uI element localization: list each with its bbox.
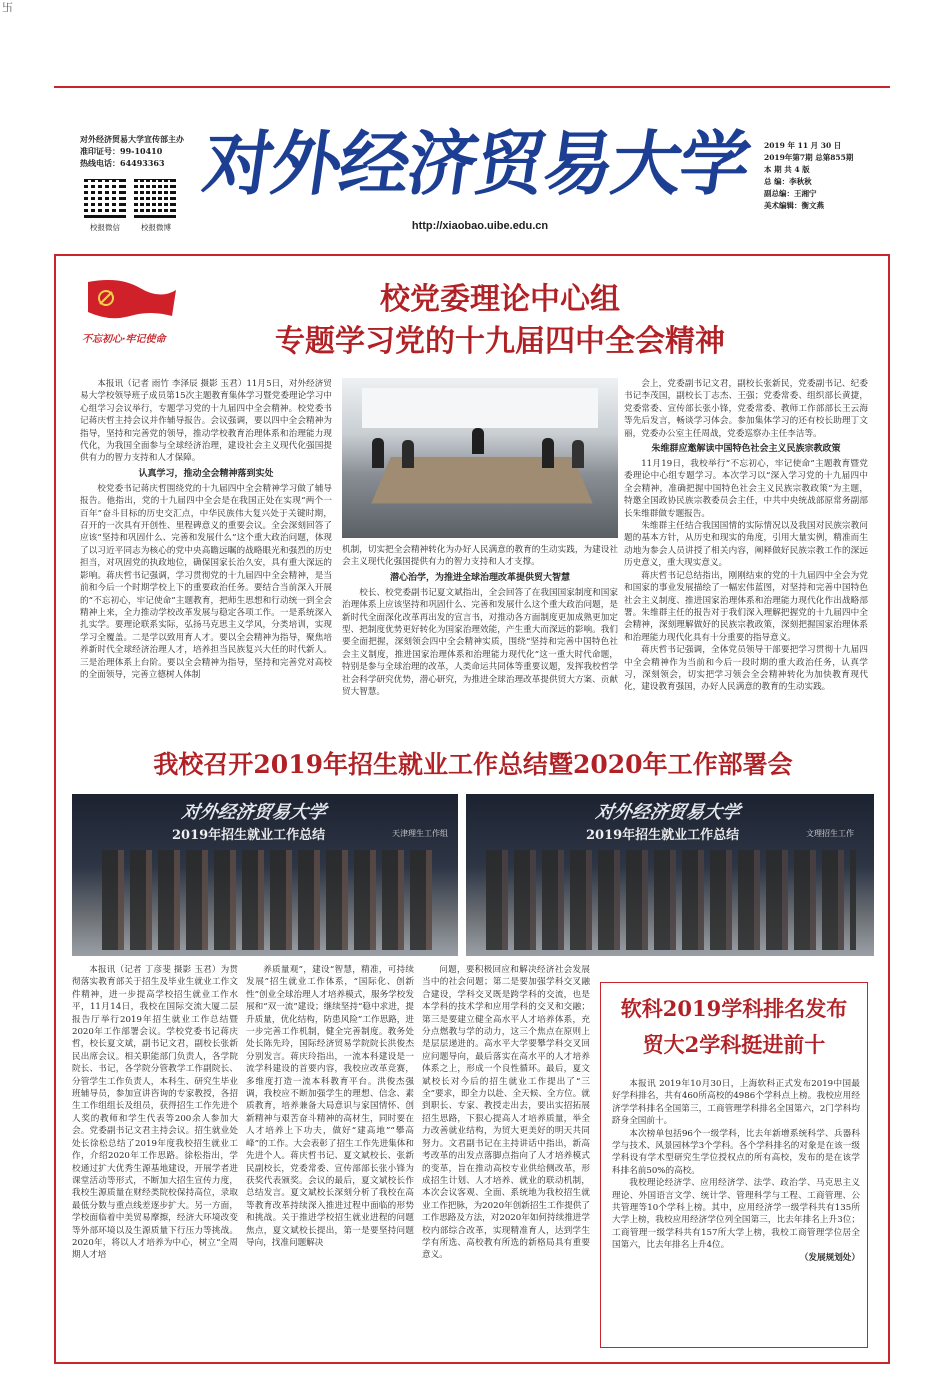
article1-subheading-1: 认真学习，推动全会精神落到实处 <box>138 468 274 479</box>
article2-award-photo-1 <box>72 794 458 956</box>
article1-col3-paragraph-4: 蒋庆哲书记总结指出，刚刚结束的党的十九届四中全会为党和国家的事业发展描绘了一幅宏伟蓝图，对坚持和完善中国特色社会主义制度、推进国家治理体系和治理能力现代化作出战略部署。朱维群主任的报告对于我们深入理解把握党的十九届四中全会精神，深刻理解做好的民族宗教政策，深刻把握国家治理体系和治理能力现代化具有十分重要的指导意义。 <box>624 570 868 643</box>
article1-subheading-2: 潜心治学，为推进全球治理改革提供贸大智慧 <box>389 572 570 583</box>
page-count: 本 期 共 4 版 <box>764 165 810 174</box>
article1-col3-paragraph-1: 会上，党委副书记文君，副校长张新民，党委副书记、纪委书记李茂国，副校长丁志杰、王强；党委常委、组织部长黄捷，党委常委、宣传部长张小锋，党委常委、教师工作部部长王云海等先后发言，畅谈学习体会。参加集体学习的还有校长助理丁文丽，党委办公室主任周战，党委巡察办主任李洁等。 <box>624 379 868 439</box>
article2-column-3: 问题，要积极回应和解决经济社会发展当中的社会问题；第二是要加强学科交叉融合建设，学科交叉既是跨学科的交流，也是本学科的技术学和应用学科的交叉和交融；第三是要建立健全高水平人才培养体系，充分点燃教与学的动力，这三个焦点在原则上是层层递进的。高水平大学要攀学科交叉回应问题导向，最后落实在高水平的人才培养体系之上，形成一个良性循环。最后，夏文斌校长对今后的招生就业工作提出了“三全”要求，即全力以赴、全天候、全方位。就到职长、专家、教授走出去，要出实招拓展招生思路，下狠心提高人才培养质量，举全力改善就业结构，为贸大更美好的明天共同努力。文君副书记在主持讲话中指出，新高考改革的出发点落脚点指向了人才培养模式的变革，旨在推动高校专业供给侧改革，形成招生计划、人才培养、就业的联动机制，本次会议客观、全面、系统地为我校招生就业工作把脉，为2020年创新招生工作提供了工作思路及方法，对2020年如何持续推进学校内部综合改革，实现精准育人，达到学生学有所选、高校教有所选的新格局具有重要意义。 <box>422 965 590 1261</box>
article1-col3-paragraph-2: 11月19日，我校举行“不忘初心，牢记使命”主题教育暨党委理论中心组专题学习。本次学习以“深入学习党的十九届四中全会精神，准确把握中国特色社会主义民族宗教政策”为主题，特邀全国政协民族宗教委员会主任，中共中央统战部原常务副部长朱维群做专题报告。 <box>624 459 868 519</box>
weibo-qr-label: 校报微博 <box>141 223 171 232</box>
photo2-banner-text: 对外经济贸易大学 <box>594 802 742 823</box>
article3-paragraph-2: 本次榜单包括96个一级学科，比去年新增系统科学、兵器科学与技术、风景园林学3个学科。各个学科排名的对象是在该一级学科设有学术型研究生学位授权点的所有高校，发布的是在该学科排名前50%的高校。 <box>612 1128 860 1176</box>
photo1-banner-subtext: 2019年招生就业工作总结 <box>172 828 326 843</box>
photo2-side-text: 文理招生工作 <box>806 829 854 838</box>
article1-title-line1: 校党委理论中心组 <box>380 282 620 317</box>
photo1-side-text: 天津理生工作组 <box>392 829 448 838</box>
wechat-qr-code <box>84 176 126 218</box>
article1-col3-paragraph-3: 朱维群主任结合我国国情的实际情况以及我国对民族宗教问题的基本方针，从历史和现实的角度，引用大量实例，精准而生动地为参会人员讲授了相关内容，阐释做好民族宗教工作的深远历史意义，重大现实意义。 <box>624 521 868 569</box>
photo2-banner-subtext: 2019年招生就业工作总结 <box>586 828 740 843</box>
masthead-title: 对外经济贸易大学 <box>198 122 754 205</box>
article2-column-2: 养质量观”，建设“智慧，精准，可持续发展”招生就业工作体系，“国际化、创新性”创业全球治理人才培养模式，服务学校发展和“双一流”建设；继续坚持“稳中求进，提升质量，优化结构，防患风险”工作思路，进一步完善工作机制，健全完善制度。教务处处长陈先玲，国际经济贸易学院院长洪俊杰分别发言。蒋庆玲指出，一流本科建设是一流学科建设的首要内容，我校应改革竞赛，多维度打造一流本科教育平台。洪俊杰强调，我校应不断加强学生的理想、信念、素质教育，培养兼备大局意识与家国情怀、创新精神与艰苦奋斗精神的高材生，同时要在人才培养上下功夫，做好“建高地”“攀高峰”的工作。大会表彰了招生工作先进集体和先进个人。蒋庆哲书记、夏文斌校长、张新民副校长，党委常委、宣传部部长张小锋为获奖代表颁奖。会议的最后，夏文斌校长作总结发言。夏文斌校长深刻分析了我校在高等教育改革持续深入推进过程中面临的形势和挑战。关于推进学校招生就业进程的问题焦点，夏文斌校长提出，第一是要坚持问题导向，找准问题解决 <box>246 965 414 1248</box>
license-line: 准印证号：99-10410 <box>80 146 163 156</box>
article1-title-line2: 专题学习党的十九届四中全会精神 <box>275 324 725 359</box>
article1-col3-paragraph-5: 蒋庆哲书记强调，全体党员领导干部要把学习贯彻十九届四中全会精神作为当前和今后一段时期的重大政治任务，认真学习，深刻领会，切实把学习领会全会精神转化为加快教育现代化，建设教育强国，办好人民满意的教育的生动实践。 <box>624 645 868 693</box>
deputy-editor: 副总编：王湘宁 <box>764 189 817 198</box>
article1-col2-paragraph-1: 机制，切实把全会精神转化为办好人民满意的教育的生动实践，为建设社会主义现代化强国提供有力的智力支持和人才支撑。 <box>342 545 618 568</box>
article1-col2-paragraph-2: 校长、校党委副书记夏文斌指出，全会回答了在我国国家制度和国家治理体系上应该坚持和巩固什么、完善和发展什么这个重大政治问题，是新时代全面深化改革再出发的宣言书，对推动各方面制度更加成熟更加定型、把制度优势更好转化为国家治理效能，产生重大而深远的影响。我们要全面把握，深刻领会四中全会精神实质，围绕“坚持和完善中国特色社会主义制度，推进国家治理体系和治理能力现代化”这一重大时代命题，特别是参与全球治理的改革，人类命运共同体等重要议题，发挥我校哲学社会科学研究优势，潜心研究，为推进全球治理改革提供贸大方案、贡献贸大智慧。 <box>342 587 618 698</box>
article1-subheading-3: 朱维群应邀解读中国特色社会主义民族宗教政策 <box>651 444 841 455</box>
article2-title: 我校召开2019年招生就业工作总结暨2020年工作部署会 <box>153 750 793 779</box>
top-rule <box>54 86 890 88</box>
article1-paragraph-2: 校党委书记蒋庆哲围绕党的十九届四中全会精神学习做了辅导报告。他指出，党的十九届四中全会是在我国正处在实现“两个一百年”奋斗目标的历史交汇点，中华民族伟大复兴处于关键时期，召开的一次具有开创性、里程碑意义的重要会议。全会深刻回答了应该“坚持和巩固什么、完善和发展什么”这个重大政治问题，体现了以习近平同志为核心的党中央高瞻远瞩的战略眼光和强烈的历史担当，对巩固党的执政地位，确保国家长治久安，具有重大深远的影响。蒋庆哲书记强调，学习贯彻党的十九届四中全会精神，是当前和今后一个时期学校上下的重要政治任务。要结合当前深入开展的“不忘初心，牢记使命”主题教育，把师生思想和行动统一到全会精神上来，全力推动学校改革发展与稳定各项工作。一是系统深入扎实学。要理论联系实际，弘扬马克思主义学风，分类培训，实现学习全覆盖。二是学以致用育人才。要以全会精神为指导，聚焦培养新时代全球经济治理人才，培养担当民族复兴大任的时代新人。三是治理体系上台阶。要以全会精神为指导，坚持和完善党对高校的全面领导，完善立德树人体制 <box>80 483 332 680</box>
hotline-line: 热线电话：64493363 <box>80 158 165 168</box>
article3-byline: （发展规划处） <box>799 1252 860 1263</box>
wechat-qr-label: 校报微信 <box>90 223 120 232</box>
article2-award-photo-2 <box>466 794 874 956</box>
article3-paragraph-3: 我校理论经济学、应用经济学、法学、政治学、马克思主义理论、外国语言文学、统计学、管理科学与工程、工商管理、公共管理等10个学科上榜。其中，应用经济学一级学科共有135所大学上榜，我校应用经济学位列全国第三，比去年排名上升3位；工商管理一级学科共有157所大学上榜，我校工商管理学位居全国第六，比去年排名上升4位。 <box>612 1178 860 1251</box>
article1-column-2 <box>342 544 618 736</box>
masthead-right-info <box>764 140 884 212</box>
corner-mark: 卐 <box>2 1 13 14</box>
article1-column-3 <box>624 378 868 736</box>
party-slogan: 不忘初心·牢记使命 <box>82 334 166 345</box>
chief-editor: 总 编：李秋秋 <box>764 177 812 186</box>
publisher-line: 对外经济贸易大学宣传部主办 <box>80 134 184 144</box>
article1-meeting-photo <box>342 378 618 538</box>
article3-title-line2: 贸大2学科挺进前十 <box>642 1032 826 1057</box>
article3-body <box>612 1078 860 1340</box>
article3-title-line1: 软科2019学科排名发布 <box>620 996 848 1021</box>
article1-column-1 <box>80 378 332 736</box>
photo1-banner-text: 对外经济贸易大学 <box>180 802 328 823</box>
issue-number: 2019年第7期 总第855期 <box>764 153 854 162</box>
weibo-qr-code <box>134 176 176 218</box>
issue-date: 2019 年 11 月 30 日 <box>764 141 842 150</box>
art-editor: 美术编辑：衡文燕 <box>764 201 824 210</box>
party-flag-icon <box>80 276 180 334</box>
masthead-url[interactable]: http://xiaobao.uibe.edu.cn <box>411 220 549 232</box>
article2-column-1: 本报讯（记者 丁彦斐 摄影 玉君）为贯彻落实教育部关于招生及毕业生就业工作文件精神，进一步提高学校招生就业工作水平，11月14日，我校在国际交流大厦二层报告厅举行2019年招生就业工作总结暨2020年工作部署会议。学校党委书记蒋庆哲，校长夏文斌，副书记文君，副校长张新民出席会议。相关职能部门负责人，各学院院长、书记，各学院分管教学工作副院长、分管学生工作负责人，本科生、研究生毕业班辅导员，参加宣讲咨询的专家教授，各招生工作组组长及组员，获得招生工作先进个人奖的教师和学生代表等200余人参加大会。党委副书记文君主持会议。招生就业处处长徐松总结了2019年度我校招生就业工作，介绍2020年工作思路。徐松指出，学校通过扩大优秀生源基地建设，开展学者进课堂活动等形式，不断加大招生宣传力度，我校生源质量在财经类院校保持高位，录取最低分数与重点线差逐步扩大。另一方面，学校面临着中美贸易摩擦，经济大环境改变等外部环境以及生源质量下行压力等挑战。2020年，将以人才培养为中心，树立“全周期人才培 <box>72 965 238 1261</box>
masthead-left-info <box>80 133 190 169</box>
article3-paragraph-1: 本报讯 2019年10月30日，上海软科正式发布2019中国最好学科排名，共有460所高校的4986个学科点上榜。我校应用经济学学科排名全国第三，工商管理学科排名全国第六，2门学科均跻身全国前十。 <box>612 1079 860 1127</box>
article1-lead-paragraph: 本报讯（记者 雨竹 李泽辰 摄影 玉君）11月5日，对外经济贸易大学校领导班子成员第15次主题教育集体学习暨党委理论学习中心组学习会议举行，专题学习党的十九届四中全会精神。校党委书记蒋庆哲主持会议并作辅导报告。会议强调，要以四中全会精神为指导，坚持和完善党的领导，推动学校教育治理体系和治理能力现代化，为我国全面参与全球经济治理，建设社会主义现代化强国提供有力的智力支持和人才保障。 <box>80 379 332 464</box>
